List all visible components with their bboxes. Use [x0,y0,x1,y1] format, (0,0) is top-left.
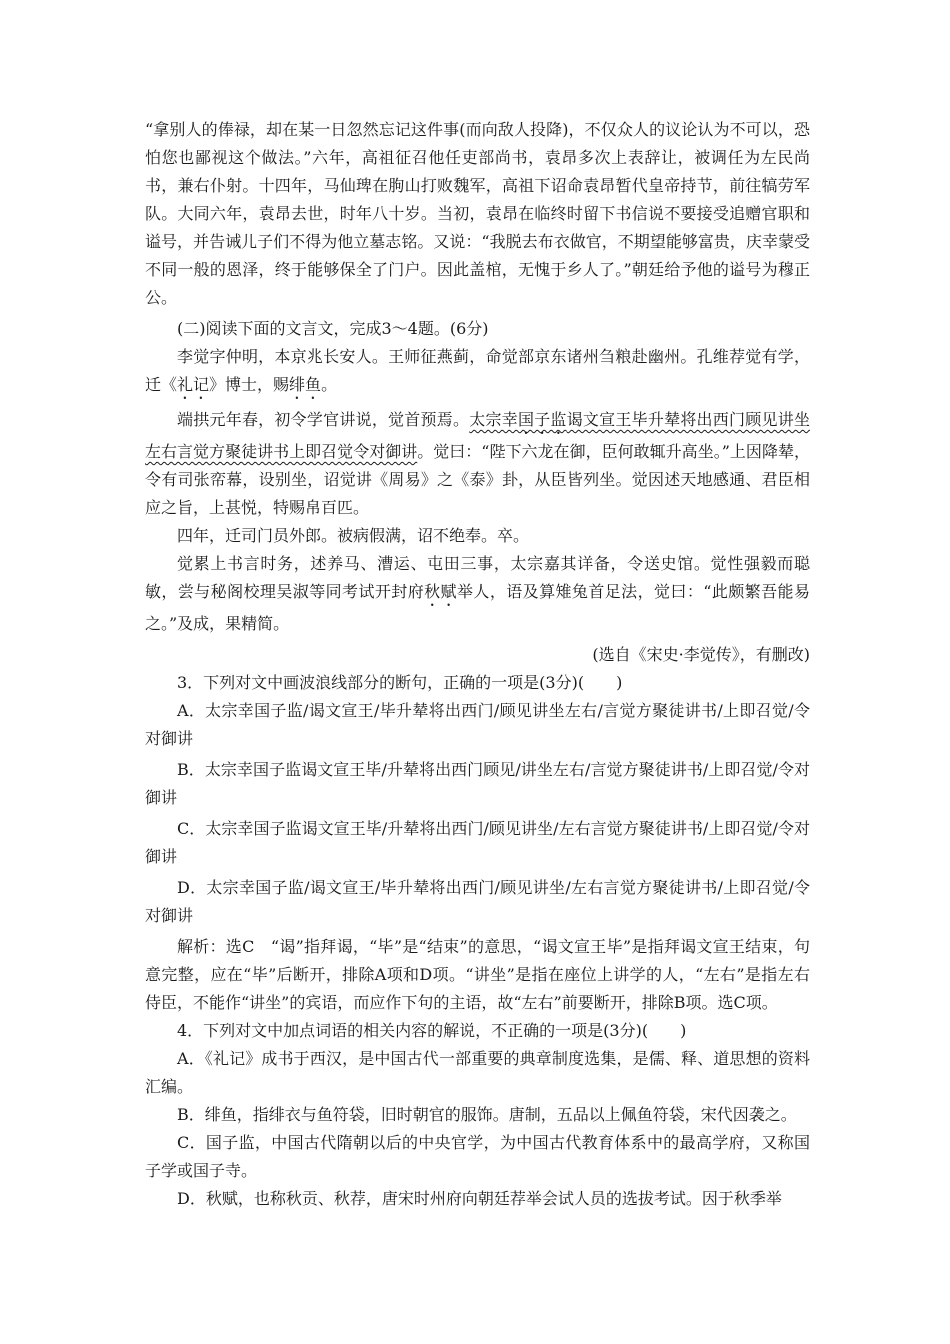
question-3-option-b: B．太宗幸国子监谒文宣王毕/升辇将出西门顾见/讲坐左右/言觉方聚徒讲书/上即召觉/令对御讲 [145,760,810,807]
dotted-term-guozijian: 国子监 [517,410,567,429]
question-3-analysis: 解析：选C “谒”指拜谒，“毕”是“结束”的意思，“谒文宣王毕”是指拜谒文宣王结束，句意完整，应在“毕”后断开，排除A项和D项。“讲坐”是指在座位上讲学的人，“左右”是指左右侍臣，不能作“讲坐”的宾语，而应作下句的主语，故“左右”前要断开，排除B项。选C项。 [145,937,810,1012]
text-span: 李觉字仲明，本京兆长安人。王师征燕蓟，命觉部京东诸州刍粮赴幽州。孔维荐觉有学，迁《 [145,347,810,394]
text-span: 。觉曰：“陛下六龙在御，臣何敢辄升高坐。”上因降辇，令有司张帟幕，设别坐，诏觉讲《周易》之《泰》卦，从臣皆列坐。觉因述天地感通、君臣相应之旨，上甚悦，特赐帛百匹。 [145,442,810,517]
question-3-option-a: A．太宗幸国子监/谒文宣王/毕升辇将出西门/顾见讲坐左右/言觉方聚徒讲书/上即召觉/令对御讲 [145,701,810,748]
wavy-text-post: 谒文宣王毕升辇将出西门顾见讲坐左右言觉方聚徒讲书上即召觉令对御讲 [145,410,810,461]
question-4-option-c: C．国子监，中国古代隋朝以后的中央官学，为中国古代教育体系中的最高学府，又称国子学或国子寺。 [145,1133,810,1180]
question-4-stem: 4．下列对文中加点词语的相关内容的解说，不正确的一项是(3分)( ) [177,1021,687,1040]
classical-text-paragraph-1 [145,343,810,403]
text-span: 觉累上书言时务，述养马、漕运、屯田三事，太宗嘉其详备，令送史馆。觉性强毅而聪敏，尝与秘阁校理吴淑等同考试开封府 [145,554,810,601]
question-4-option-a: A．《礼记》成书于西汉，是中国古代一部重要的典章制度选集，是儒、释、道思想的资料汇编。 [145,1049,810,1096]
classical-text-paragraph-4 [145,550,810,638]
translation-paragraph: “拿别人的俸禄，却在某一日忽然忘记这件事(而向敌人投降)，不仅众人的议论认为不可以，恐怕您也鄙视这个做法。”六年，高祖征召他任吏部尚书，袁昂多次上表辞让，被调任为左民尚书，兼右仆射。十四年，马仙琕在朐山打败魏军，高祖下诏命袁昂暂代皇帝持节，前往犒劳军队。大同六年，袁昂去世，时年八十岁。当初，袁昂在临终时留下书信说不要接受追赠官职和谥号，并告诫儿子们不得为他立墓志铭。又说：“我脱去布衣做官，不期望能够富贵，庆幸蒙受不同一般的恩泽，终于能够保全了门户。因此盖棺，无愧于乡人了。”朝廷给予他的谥号为穆正公。 [145,120,810,307]
question-4-option-d: D．秋赋，也称秋贡、秋荐，唐宋时州府向朝廷荐举会试人员的选拔考试。因于秋季举 [177,1189,782,1208]
classical-text-paragraph-2 [145,406,810,522]
question-3-option-d: D．太宗幸国子监/谒文宣王/毕升辇将出西门/顾见讲坐/左右言觉方聚徒讲书/上即召觉/令对御讲 [145,878,810,925]
dotted-term-liji: 礼记 [177,375,210,394]
question-4-option-b: B．绯鱼，指绯衣与鱼符袋，旧时朝官的服饰。唐制，五品以上佩鱼符袋，宋代因袭之。 [177,1105,797,1124]
question-3-option-c: C．太宗幸国子监谒文宣王毕/升辇将出西门/顾见讲坐/左右言觉方聚徒讲书/上即召觉/令对御讲 [145,819,810,866]
text-span: 举人，语及算雉兔首足法，觉曰：“此颇繁吾能易之。”及成，果精简。 [145,582,810,633]
question-3-stem: 3．下列对文中画波浪线部分的断句，正确的一项是(3分)( ) [177,673,623,692]
text-span: 》博士，赐 [209,375,290,394]
document-page [145,116,810,1213]
text-span: 。 [321,375,338,394]
classical-text-paragraph-3: 四年，迁司门员外郎。被病假满，诏不绝奉。卒。 [177,526,530,545]
source-citation: (选自《宋史·李觉传》，有删改) [592,645,810,664]
dotted-term-qiufu: 秋赋 [424,582,457,601]
wavy-text-pre: 太宗幸 [469,410,518,429]
dotted-term-feiyu: 绯鱼 [289,375,322,394]
text-span: 端拱元年春，初令学官讲说，觉首预焉。 [177,410,470,429]
section-heading: (二)阅读下面的文言文，完成3～4题。(6分) [177,319,489,338]
